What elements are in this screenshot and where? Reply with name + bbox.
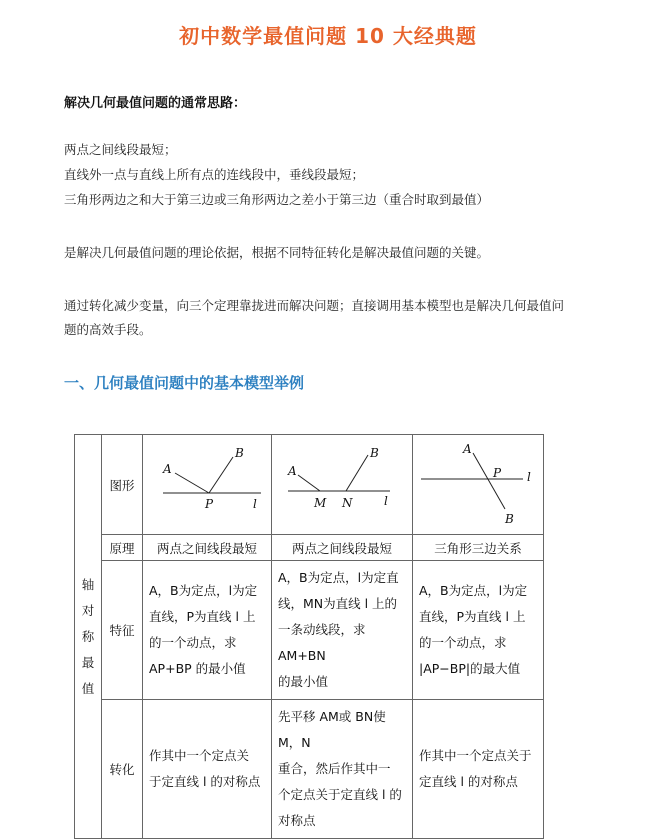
label-A: A [288,464,297,478]
feature-line: 直线，P为直线 l 上 [419,609,526,624]
transform-line: 定直线 l 的对称点 [419,774,518,789]
principle-1: 两点之间线段最短； [64,142,177,157]
feature-line: |AP−BP|的最大值 [419,661,521,676]
figure-moving-segment [272,435,412,531]
category-char: 称 [81,628,95,644]
segment-AB [473,453,505,509]
paragraph-method-line2: 题的高效手段。 [64,322,152,337]
transform-line: 作其中一个定点关 [149,748,250,763]
figure-triangle-relation [413,435,543,531]
label-B: B [505,512,514,526]
label-l: l [384,494,388,508]
transform-cell-3 [413,700,544,839]
feature-line: A，B为定点，l为定 [149,583,258,598]
row-principle [75,535,544,561]
segment-PB [209,457,233,493]
row-header-principle: 原理 [102,535,143,561]
segment-NB [346,455,368,491]
label-A: A [163,462,172,476]
figure-two-points-line [143,435,271,531]
category-cell [75,435,102,839]
category-char: 最 [81,654,95,670]
transform-line: 个定点关于定直线 l 的 [278,787,402,802]
segment-AP [175,473,209,493]
row-header-figure: 图形 [102,435,143,535]
transform-line: 重合，然后作其中一 [278,761,391,776]
label-N: N [342,496,353,510]
label-A: A [463,442,472,456]
feature-line: 线，MN为直线 l 上的 [278,596,398,611]
figure-cell-3 [413,435,544,535]
principle-cell-1: 两点之间线段最短 [143,535,272,561]
feature-cell-3 [413,561,544,700]
feature-line: AP+BP 的最小值 [149,661,246,676]
section-title: 一、几何最值问题中的基本模型举例 [64,374,305,392]
page-title: 初中数学最值问题 10 大经典题 [179,24,477,48]
figure-cell-2 [272,435,413,535]
transform-line: 对称点 [278,813,316,828]
label-M: M [314,496,327,510]
segment-AM [298,475,320,491]
transform-line: 于定直线 l 的对称点 [149,774,261,789]
feature-line: 直线，P为直线 l 上 [149,609,256,624]
principle-2: 直线外一点与直线上所有点的连线段中，垂线段最短； [64,167,365,182]
subheading: 解决几何最值问题的通常思路： [64,96,247,111]
feature-cell-2 [272,561,413,700]
row-figure [75,435,544,535]
category-char: 对 [81,602,95,618]
row-header-transform: 转化 [102,700,143,839]
feature-line: A，B为定点，l为定 [419,583,528,598]
paragraph-method-line1: 通过转化减少变量，向三个定理靠拢进而解决问题；直接调用基本模型也是解决几何最值问 [64,298,565,313]
row-transform [75,700,544,839]
figure-cell-1 [143,435,272,535]
model-table [74,434,544,839]
feature-line: 一条动线段，求 AM+BN [278,622,366,663]
transform-line: 先平移 AM或 BN使 M，N [278,709,386,750]
category-char: 轴 [81,576,95,592]
label-P: P [493,466,502,480]
label-B: B [370,446,379,460]
label-l: l [527,470,531,484]
feature-line: 的一个动点，求 [149,635,237,650]
row-feature [75,561,544,700]
principle-cell-2: 两点之间线段最短 [272,535,413,561]
principle-cell-3: 三角形三边关系 [413,535,544,561]
row-header-feature: 特征 [102,561,143,700]
transform-cell-1 [143,700,272,839]
label-P: P [205,497,214,511]
label-l: l [253,497,257,511]
principle-3: 三角形两边之和大于第三边或三角形两边之差小于第三边（重合时取到最值） [64,192,490,207]
label-B: B [235,446,244,460]
category-char: 值 [81,680,95,696]
feature-line: 的最小值 [278,674,329,689]
transform-line: 作其中一个定点关于 [419,748,532,763]
paragraph-theory: 是解决几何最值问题的理论依据，根据不同特征转化是解决最值问题的关键。 [64,245,490,260]
feature-cell-1 [143,561,272,700]
feature-line: 的一个动点，求 [419,635,507,650]
feature-line: A，B为定点，l为定直 [278,570,399,585]
transform-cell-2 [272,700,413,839]
